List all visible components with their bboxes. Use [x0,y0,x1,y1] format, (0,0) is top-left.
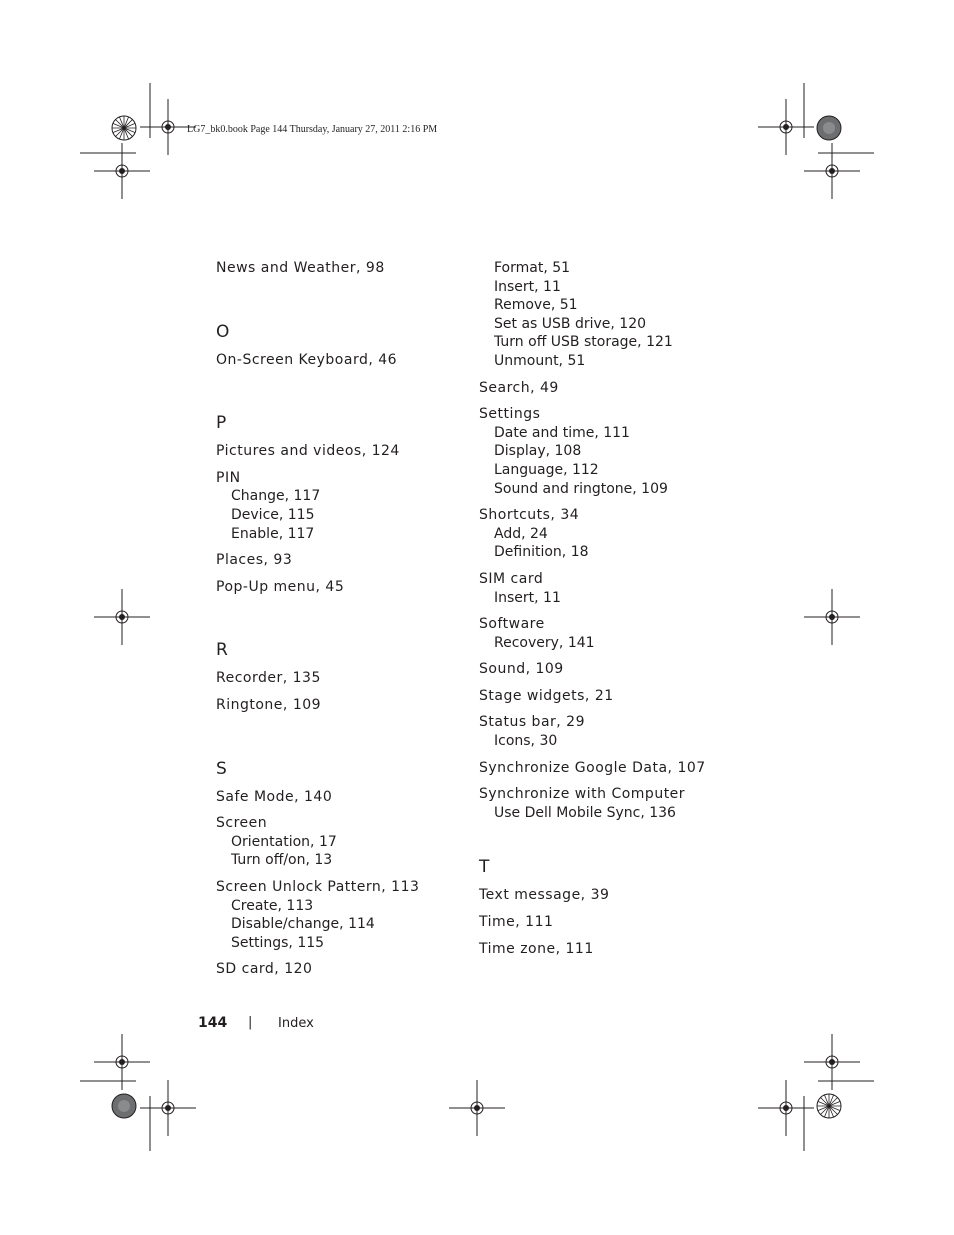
entry-sub: Sound and ringtone, 109 [494,480,668,497]
index-entry [216,696,476,715]
section-letter: O [216,321,230,342]
index-entry [216,788,476,807]
index-entry [216,351,476,370]
index-entry [216,469,476,543]
index-column-right [479,259,739,958]
entry-main: Stage widgets, 21 [479,687,614,704]
entry-sub: Device, 115 [231,506,315,523]
entry-sub: Disable/change, 114 [231,916,375,933]
entry-sub: Use Dell Mobile Sync, 136 [494,804,676,821]
entry-main: On-Screen Keyboard, 46 [216,351,398,368]
index-entry [479,570,739,607]
entry-main: Time, 111 [479,914,554,931]
entry-main: Shortcuts, 34 [479,507,580,524]
index-column-left [216,259,476,979]
entry-main: SD card, 120 [216,961,313,978]
index-entry [479,713,739,750]
entry-main: Screen Unlock Pattern, 113 [216,878,420,895]
entry-sub: Remove, 51 [494,297,578,314]
entry-sub: Unmount, 51 [494,352,586,369]
entry-sub: Orientation, 17 [231,833,337,850]
entry-sub: Create, 113 [231,897,314,914]
section-letter: S [216,758,227,779]
entry-main: Status bar, 29 [479,714,585,731]
index-entry [479,379,739,398]
entry-sub: Icons, 30 [494,733,558,750]
index-entry [479,940,739,959]
entry-main: Recorder, 135 [216,670,321,687]
index-entry [479,759,739,778]
entry-sub: Language, 112 [494,461,599,478]
entry-sub: Turn off USB storage, 121 [494,334,673,351]
entry-sub: Settings, 115 [231,934,325,951]
entry-main: PIN [216,469,241,486]
entry-main: Time zone, 111 [479,940,594,957]
footer-section-name: Index [278,1016,314,1031]
entry-main: Pictures and videos, 124 [216,443,400,460]
entry-main: SIM card [479,570,544,587]
index-entry [479,785,739,822]
entry-sub: Add, 24 [494,525,548,542]
index-entry [216,551,476,570]
entry-main: Software [479,616,545,633]
page-number: 144 [198,1015,228,1031]
entry-sub: Recovery, 141 [494,634,595,651]
entry-main: Safe Mode, 140 [216,788,333,805]
entry-sub: Date and time, 111 [494,424,630,441]
entry-main: Places, 93 [216,552,293,569]
index-entry [216,814,476,870]
entry-main: Sound, 109 [479,661,564,678]
entry-main: Settings [479,406,541,423]
entry-main: Synchronize Google Data, 107 [479,759,706,776]
entry-main: Ringtone, 109 [216,696,322,713]
page-footer [198,1015,314,1031]
entry-main: News and Weather, 98 [216,260,385,276]
entry-sub: Turn off/on, 13 [231,852,333,869]
entry-sub: Insert, 11 [494,278,561,295]
entry-main: Text message, 39 [479,887,610,904]
entry-main: Pop-Up menu, 45 [216,578,345,595]
section-letter: P [216,413,227,434]
entry-main: Search, 49 [479,379,559,396]
index-entry [216,578,476,597]
entry-main: Screen [216,815,268,832]
entry-sub: Display, 108 [494,443,582,460]
index-entry [216,960,476,979]
print-slug: LG7_bk0.book Page 144 Thursday, January 27, 2011 2:16 PM [187,124,438,135]
section-letter: R [216,640,228,661]
index-entry [479,405,739,498]
index-entry [216,442,476,461]
index-entry [479,506,739,562]
entry-sub: Insert, 11 [494,589,561,606]
index-entry [479,660,739,679]
entry-sub: Definition, 18 [494,544,589,561]
index-entry [479,913,739,932]
index-entry [216,259,476,278]
index-entry [479,615,739,652]
entry-sub: Enable, 117 [231,525,315,542]
footer-separator: | [248,1015,253,1030]
entry-main: Synchronize with Computer [479,786,686,803]
index-entry [479,886,739,905]
section-letter: T [479,857,490,878]
index-entry [216,878,476,952]
entry-sub: Format, 51 [494,260,571,276]
entry-sub: Set as USB drive, 120 [494,315,647,332]
index-entry [216,669,476,688]
index-entry [479,687,739,706]
index-entry-continued [479,259,739,371]
entry-sub: Change, 117 [231,488,321,505]
